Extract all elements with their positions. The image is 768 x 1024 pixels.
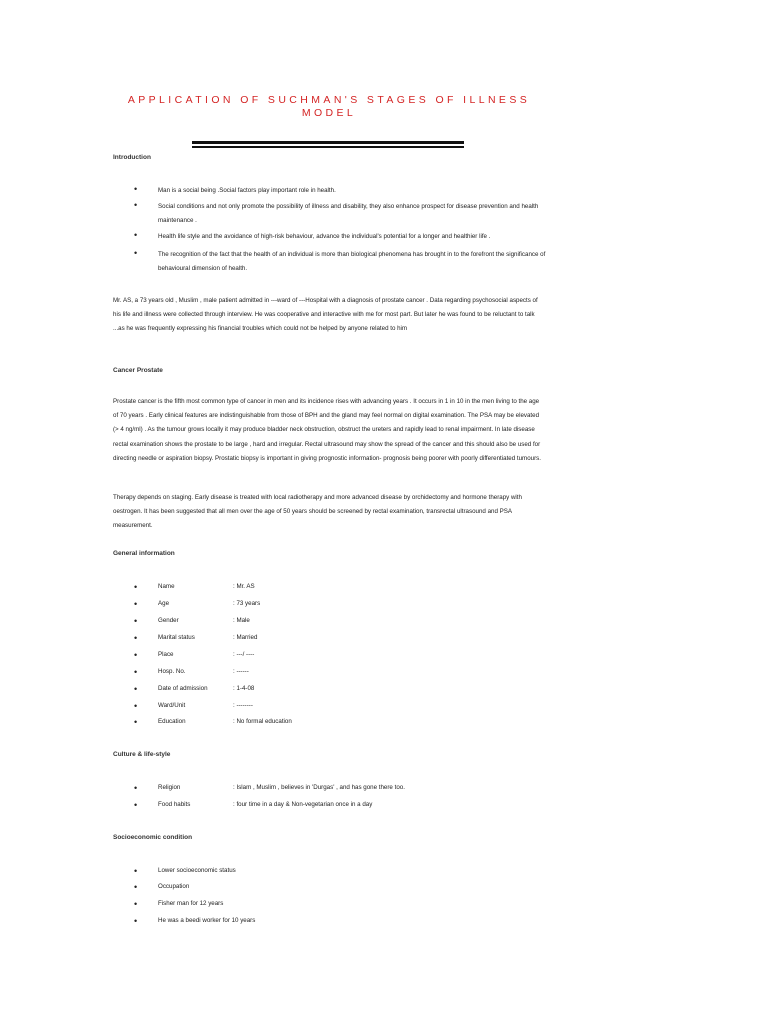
info-row: • Age : 73 years [134,599,261,609]
bullet-icon: • [134,783,138,793]
bullet-icon: • [134,599,138,609]
bullet-icon: • [134,800,138,810]
socio-item: • Fisher man for 12 years [134,899,224,909]
bullet-icon: • [134,582,138,592]
socio-heading: Socioeconomic condition [113,834,193,841]
bullet-icon: • [134,899,138,909]
bullet-icon: • [134,717,138,727]
info-row: • Gender : Male [134,616,250,626]
culture-row: • Food habits : four time in a day & Non-vegetarian once in a day [134,800,373,810]
bullet-icon: • [134,633,138,643]
intro-bullet: • Health life style and the avoidance of high-risk behaviour, advance the individual's potential for a longer and healthier life . [134,230,491,240]
bullet-icon: • [134,684,138,694]
bullet-icon: • [134,230,138,240]
cancer-paragraph-2: Therapy depends on staging. Early disease is treated with local radiotherapy and more advanced disease by orchidectomy and hormone therapy with oestrogen. It has been suggested that all men over the age of 50 years should be screened by rectal examination, transrectal ultrasound and PSA measurement. [113,494,522,530]
title-divider-thick [192,141,464,144]
intro-heading: Introduction [113,154,151,161]
socio-item: • Lower socioeconomic status [134,866,236,876]
socio-item: • He was a beedi worker for 10 years [134,916,256,926]
document-title: APPLICATION OF SUCHMAN'S STAGES OF ILLNESS MODEL [127,94,531,119]
intro-bullet: • Social conditions and not only promote the possibility of illness and disability, they also enhance prospect for disease prevention and health maintenance . [134,200,539,225]
info-row: • Education : No formal education [134,717,292,727]
socio-item: • Occupation [134,882,190,892]
intro-bullet: • Man is a social being .Social factors play important role in health. [134,184,336,194]
bullet-icon: • [134,701,138,711]
bullet-icon: • [134,184,138,194]
info-row: • Marital status : Married [134,633,258,643]
info-row: • Name : Mr. AS [134,582,255,592]
bullet-icon: • [134,882,138,892]
title-divider-thin [192,146,464,148]
bullet-icon: • [134,248,138,258]
bullet-icon: • [134,650,138,660]
info-row: • Hosp. No. : ------ [134,667,249,677]
bullet-icon: • [134,667,138,677]
culture-heading: Culture & life-style [113,751,171,758]
intro-bullet: • The recognition of the fact that the health of an individual is more than biological phenomena has brought in to the forefront the significance of behavioural dimension of health. [134,248,546,273]
culture-row: • Religion : Islam , Muslim , believes in 'Durgas' , and has gone there too. [134,783,405,793]
general-heading: General information [113,550,175,557]
bullet-icon: • [134,916,138,926]
bullet-icon: • [134,200,138,210]
info-row: • Ward/Unit : -------- [134,701,253,711]
cancer-heading: Cancer Prostate [113,367,163,374]
bullet-icon: • [134,866,138,876]
info-row: • Place : ---/ ---- [134,650,255,660]
info-row: • Date of admission : 1-4-08 [134,684,255,694]
case-paragraph: Mr. AS, a 73 years old , Muslim , male patient admitted in ---ward of ---Hospital with a diagnosis of prostate cancer . Data regarding psychosocial aspects of his life and illness were collected through interview. He was cooperative and interactive with me for most part. But later he was found to be reluctant to talk ...as he was frequently expressing his financial troubles which could not be helped by anyone related to him [113,297,538,333]
bullet-icon: • [134,616,138,626]
cancer-paragraph-1: Prostate cancer is the fifth most common type of cancer in men and its incidence rises with advancing years . It occurs in 1 in 10 in the men living to the age of 70 years . Early clinical features are indistinguishable from those of BPH and the gland may feel normal on digital examination. The PSA may be elevated (> 4 ng/ml) . As the tumour grows locally it may produce bladder neck obstruction, obstruct the ureters and rapidly lead to renal impairment. In late disease rectal examination shows the prostate to be large , hard and irregular. Rectal ultrasound may show the spread of the cancer and this should also be used for directing needle or aspiration biopsy. Prostatic biopsy is important in giving prognostic information- prognosis being poorer with poorly differentiated tumours. [113,398,541,462]
